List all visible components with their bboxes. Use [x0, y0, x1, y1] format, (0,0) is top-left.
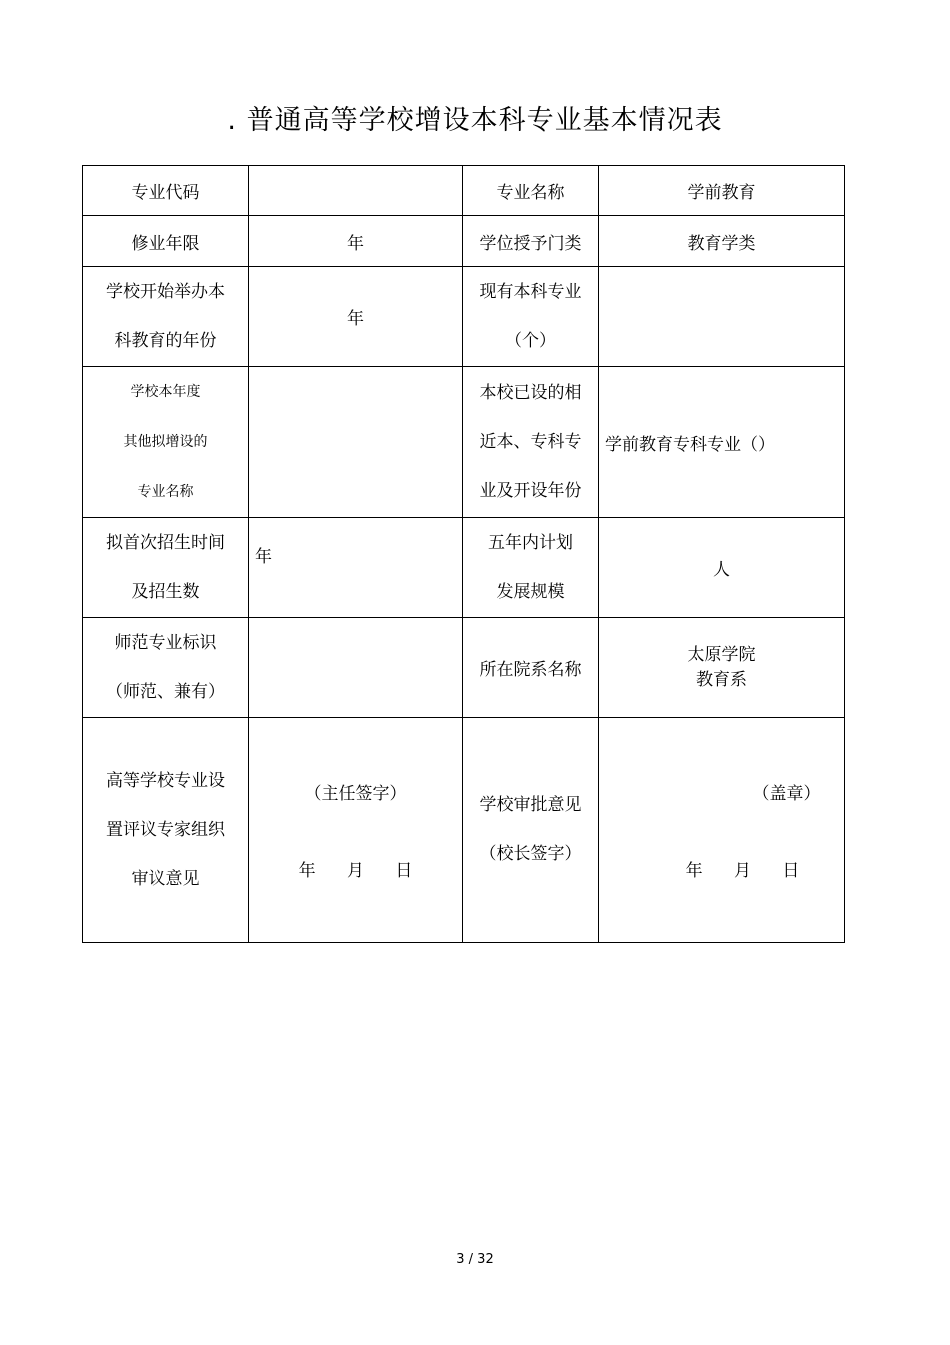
first-enrollment-value: 年	[249, 518, 463, 618]
department-line: 太原学院	[687, 644, 756, 665]
label-line: （个）	[505, 330, 556, 351]
school-approval-label	[463, 718, 599, 943]
label-line: 发展规模	[496, 581, 565, 602]
label-line: 本校已设的相	[479, 382, 582, 403]
table-row	[83, 367, 845, 518]
other-new-majors-value	[249, 367, 463, 518]
first-enrollment-label	[83, 518, 249, 618]
label-line: （校长签字）	[479, 844, 582, 864]
table-row	[83, 216, 845, 267]
director-signature-label: （主任签字）	[304, 784, 407, 804]
related-majors-label	[463, 367, 599, 518]
expert-review-label	[83, 718, 249, 943]
label-line: 专业名称	[137, 484, 194, 500]
label-line: 科教育的年份	[114, 330, 217, 351]
label-line: 置评议专家组织	[106, 819, 225, 840]
label-line: 审议意见	[131, 868, 200, 889]
label-line: 学校本年度	[130, 384, 201, 400]
table-row	[83, 718, 845, 943]
page-title: . 普通高等学校增设本科专业基本情况表	[227, 105, 723, 136]
degree-category-value: 教育学类	[599, 216, 845, 267]
related-majors-value: 学前教育专科专业（）	[599, 367, 845, 518]
five-year-scale-label	[463, 518, 599, 618]
normal-major-flag-label	[83, 618, 249, 718]
degree-category-label: 学位授予门类	[463, 216, 599, 267]
major-name-value: 学前教育	[599, 166, 845, 216]
major-code-value	[249, 166, 463, 216]
label-line: 高等学校专业设	[106, 770, 225, 791]
department-name-value	[599, 618, 845, 718]
department-name-label: 所在院系名称	[463, 618, 599, 718]
undergrad-start-year-label	[83, 267, 249, 367]
department-line: 教育系	[696, 669, 747, 690]
label-line: 及招生数	[131, 581, 200, 602]
date-line: 年 月 日	[298, 861, 413, 881]
major-code-label: 专业代码	[83, 166, 249, 216]
date-line: 年 月 日	[685, 861, 800, 881]
label-line: 拟首次招生时间	[106, 532, 225, 553]
five-year-scale-value: 人	[599, 518, 845, 618]
school-approval-value	[599, 718, 845, 943]
table-row	[83, 267, 845, 367]
label-line: 师范专业标识	[114, 632, 217, 653]
form-table	[82, 165, 845, 943]
expert-review-value	[249, 718, 463, 943]
major-name-label: 专业名称	[463, 166, 599, 216]
table-row	[83, 518, 845, 618]
label-line: （师范、兼有）	[106, 681, 225, 702]
other-new-majors-label	[83, 367, 249, 518]
table-row	[83, 166, 845, 216]
label-line: 现有本科专业	[479, 281, 582, 302]
study-years-value: 年	[249, 216, 463, 267]
undergrad-start-year-value: 年	[249, 267, 463, 367]
label-line: 学校开始举办本	[106, 281, 225, 302]
label-line: 近本、专科专	[479, 431, 582, 452]
page-number: 3 / 32	[456, 1252, 494, 1267]
existing-majors-label	[463, 267, 599, 367]
existing-majors-value	[599, 267, 845, 367]
stamp-label: （盖章）	[752, 784, 821, 804]
study-years-label: 修业年限	[83, 216, 249, 267]
label-line: 五年内计划	[488, 532, 573, 553]
normal-major-flag-value	[249, 618, 463, 718]
label-line: 其他拟增设的	[123, 434, 208, 450]
table-row	[83, 618, 845, 718]
label-line: 学校审批意见	[479, 795, 582, 815]
label-line: 业及开设年份	[479, 480, 582, 501]
